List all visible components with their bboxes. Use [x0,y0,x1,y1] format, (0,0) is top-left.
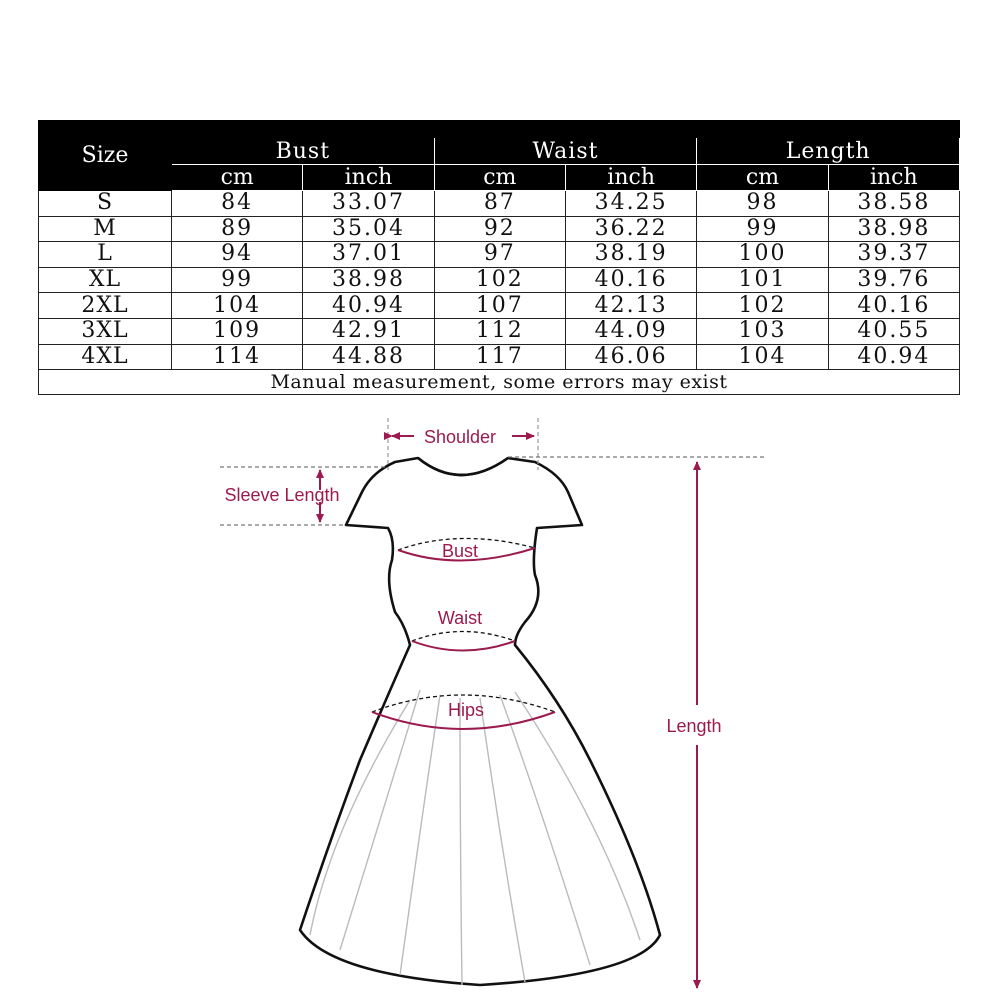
table-cell: 34.25 [565,191,696,217]
table-cell: 40.16 [828,293,959,319]
waist-label: Waist [437,608,483,628]
table-cell: 39.37 [828,242,959,268]
table-row [39,216,960,242]
size-cell: M [39,216,172,242]
table-cell: 87 [434,191,565,217]
bust-label: Bust [441,541,479,561]
table-cell: 92 [434,216,565,242]
shoulder-measure [388,418,538,470]
size-column-header: Size [39,121,172,191]
sleeve-length-label: Sleeve Length [224,485,340,505]
table-cell: 35.04 [303,216,434,242]
table-cell: 40.55 [828,318,959,344]
table-cell: 102 [434,267,565,293]
table-cell: 40.94 [303,293,434,319]
waist-measure [412,608,515,651]
table-cell: 44.09 [565,318,696,344]
dress-measurement-diagram [0,400,1000,1000]
table-cell: 101 [697,267,828,293]
table-row [39,242,960,268]
header-strip [39,121,960,138]
measurement-note: Manual measurement, some errors may exist [39,370,960,395]
table-cell: 37.01 [303,242,434,268]
table-cell: 97 [434,242,565,268]
table-cell: 100 [697,242,828,268]
group-header-waist: Waist [434,138,697,165]
table-cell: 107 [434,293,565,319]
unit-header: cm [172,165,303,191]
unit-header-row [39,165,960,191]
group-header-bust: Bust [172,138,435,165]
table-cell: 104 [697,344,828,370]
table-cell: 84 [172,191,303,217]
table-cell: 114 [172,344,303,370]
length-measure [508,457,765,988]
table-cell: 38.98 [828,216,959,242]
bust-measure [398,538,535,561]
hips-label: Hips [447,700,485,720]
table-cell: 33.07 [303,191,434,217]
table-cell: 38.98 [303,267,434,293]
size-chart [38,120,960,395]
table-cell: 38.19 [565,242,696,268]
table-cell: 94 [172,242,303,268]
sleeve-length-measure [220,467,388,525]
unit-header: inch [565,165,696,191]
table-row [39,344,960,370]
size-cell: L [39,242,172,268]
unit-header: cm [434,165,565,191]
table-cell: 104 [172,293,303,319]
table-cell: 39.76 [828,267,959,293]
group-header-length: Length [697,138,960,165]
table-cell: 42.13 [565,293,696,319]
shoulder-label: Shoulder [423,427,497,447]
size-cell: S [39,191,172,217]
size-cell: 3XL [39,318,172,344]
table-cell: 36.22 [565,216,696,242]
table-cell: 117 [434,344,565,370]
size-cell: 2XL [39,293,172,319]
unit-header: inch [828,165,959,191]
size-cell: 4XL [39,344,172,370]
length-label: Length [666,716,722,736]
table-cell: 103 [697,318,828,344]
table-cell: 44.88 [303,344,434,370]
size-cell: XL [39,267,172,293]
table-cell: 40.16 [565,267,696,293]
table-cell: 99 [697,216,828,242]
table-cell: 40.94 [828,344,959,370]
size-table [38,120,960,395]
table-cell: 109 [172,318,303,344]
skirt-pleats [310,690,640,985]
table-row [39,293,960,319]
group-header-row [39,138,960,165]
table-cell: 46.06 [565,344,696,370]
table-cell: 112 [434,318,565,344]
table-cell: 38.58 [828,191,959,217]
table-row [39,267,960,293]
table-cell: 102 [697,293,828,319]
table-cell: 98 [697,191,828,217]
table-cell: 99 [172,267,303,293]
table-cell: 42.91 [303,318,434,344]
unit-header: inch [303,165,434,191]
table-row [39,191,960,217]
unit-header: cm [697,165,828,191]
note-row [39,370,960,395]
table-row [39,318,960,344]
table-cell: 89 [172,216,303,242]
